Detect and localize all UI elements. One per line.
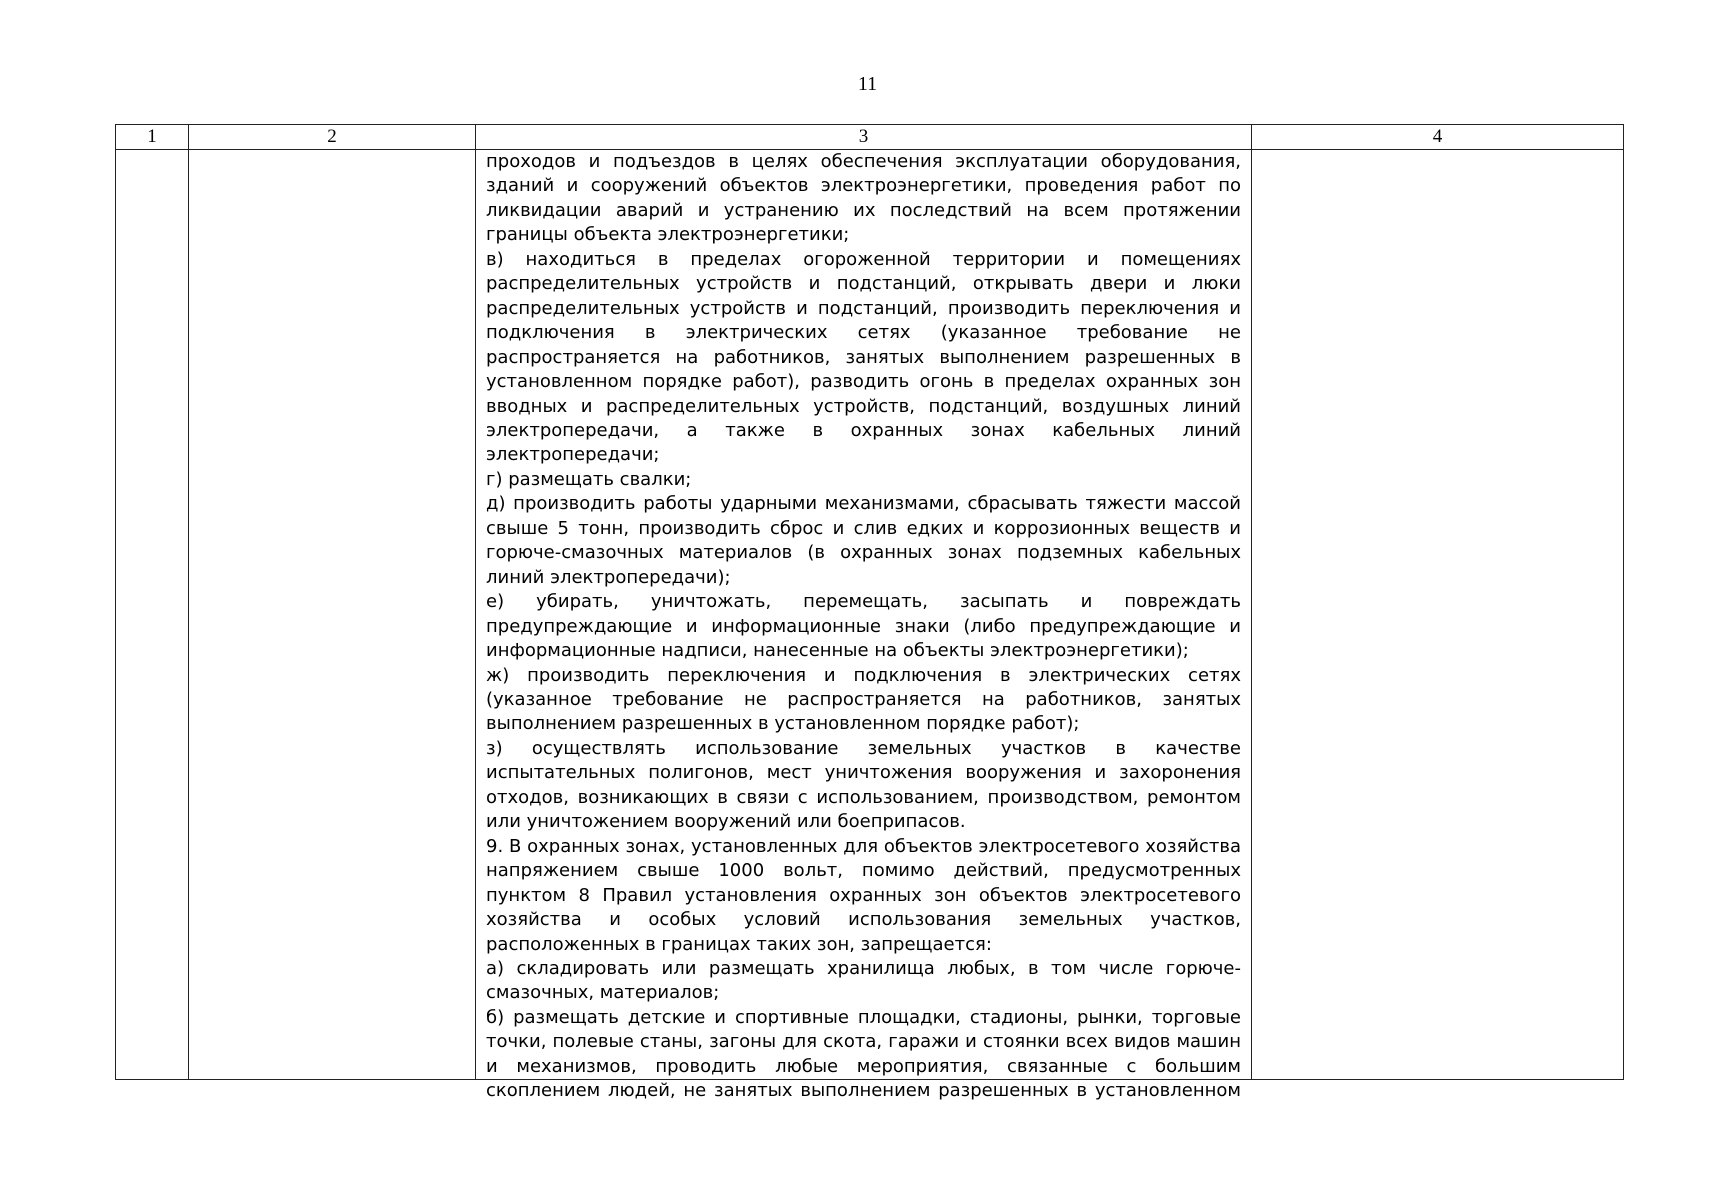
paragraph-item-a: а) складировать или размещать хранилища любых, в том числе горюче-смазочных, материалов; [486, 957, 1241, 1004]
paragraph-item-g: г) размещать свалки; [486, 468, 692, 490]
page-number: 11 [857, 73, 878, 95]
cell-col-4 [1252, 150, 1624, 1080]
document-table [115, 124, 1624, 1102]
cell-col-2 [189, 150, 476, 1080]
table-header-row [116, 125, 1624, 150]
paragraph-item-e: е) убирать, уничтожать, перемещать, засыпать и повреждать предупреждающие и информационные знаки (либо предупреждающие и информационные надписи, нанесенные на объекты электроэнергетики); [486, 591, 1241, 662]
paragraph-continuation: проходов и подъездов в целях обеспечения эксплуатации оборудования, зданий и сооружений объектов электроэнергетики, проведения работ по ликвидации аварий и устранению их последствий на всем протяжении границы объекта электроэнергетики; [486, 151, 1241, 246]
column-header-3: 3 [476, 125, 1252, 150]
paragraph-item-v: в) находиться в пределах огороженной территории и помещениях распределительных устройств и подстанций, открывать двери и люки распределительных устройств и подстанций, производить переключения и подключения в электрических сетях (указанное требование не распространяется на работников, занятых выполнением разрешенных в установленном порядке работ), разводить огонь в пределах охранных зон вводных и распределительных устройств, подстанций, воздушных линий электропередачи, а также в охранных зонах кабельных линий электропередачи; [486, 248, 1241, 466]
paragraph-item-b: б) размещать детские и спортивные площадки, стадионы, рынки, торговые точки, полевые станы, загоны для скота, гаражи и стоянки всех видов машин и механизмов, проводить любые мероприятия, связанные с большим скоплением людей, не занятых выполнением разрешенных в установленном [486, 1006, 1241, 1102]
column-header-2: 2 [189, 125, 476, 150]
paragraph-section-9: 9. В охранных зонах, установленных для объектов электросетевого хозяйства напряжением свыше 1000 вольт, помимо действий, предусмотренных пунктом 8 Правил установления охранных зон объектов электросетевого хозяйства и особых условий использования земельных участков, расположенных в границах таких зон, запрещается: [486, 835, 1241, 955]
column-header-1: 1 [116, 125, 189, 150]
paragraph-item-z: з) осуществлять использование земельных участков в качестве испытательных полигонов, мест уничтожения вооружения и захоронения отходов, возникающих в связи с использованием, производством, ремонтом или уничтожением вооружений или боеприпасов. [486, 737, 1241, 833]
paragraph-item-d: д) производить работы ударными механизмами, сбрасывать тяжести массой свыше 5 тонн, производить сброс и слив едких и коррозионных веществ и горюче-смазочных материалов (в охранных зонах подземных кабельных линий электропередачи); [486, 493, 1241, 588]
regulation-text [476, 150, 1251, 1102]
cell-col-3 [476, 150, 1252, 1102]
column-header-4: 4 [1252, 125, 1624, 150]
table-row [116, 150, 1624, 1080]
cell-col-1 [116, 150, 189, 1080]
paragraph-item-zh: ж) производить переключения и подключения в электрических сетях (указанное требование не распространяется на работников, занятых выполнением разрешенных в установленном порядке работ); [486, 664, 1241, 735]
